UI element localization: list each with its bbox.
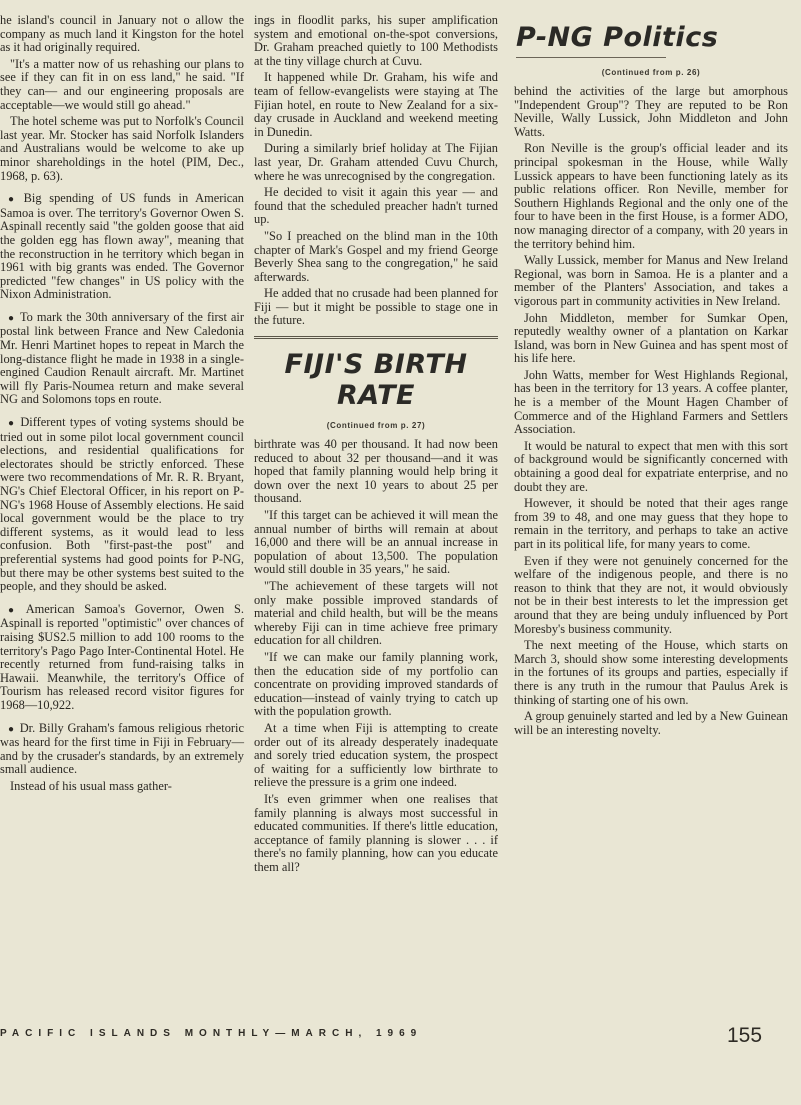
news-item bbox=[0, 311, 244, 407]
paragraph: He added that no crusade had been planned for Fiji — but it might be possible to stage one in the future. bbox=[254, 286, 498, 328]
news-item-text: To mark the 30th anniversary of the first air postal link between France and New Caledonia Mr. Henri Martinet hopes to repeat in March the long-distance flight he made in 1938 in a single-engined Caudion Renault aircraft. Mr. Martinet will fly Paris-Noumea return and make several NG and Solomons tops en route. bbox=[0, 309, 245, 407]
page-number: 155 bbox=[727, 1024, 763, 1047]
paragraph: The next meeting of the House, which starts on March 3, should show some interesting developments in the fortunes of its groups and parties, especially if there is any truth in the rumour that Paulus Arek is thinking of starting one of his own. bbox=[514, 638, 788, 707]
paragraph: A group genuinely started and led by a New Guinean will be an interesting novelty. bbox=[514, 709, 788, 737]
paragraph: At a time when Fiji is attempting to create order out of its already desperately inadequate and sorely tried education system, the prospect of waiting for a sufficiently low birthrate to relieve the pressure is a grim one indeed. bbox=[254, 720, 498, 790]
paragraph: Even if they were not genuinely concerned for the welfare of the indigenous people, and there is no reason to think that they are not, it would obviously not be in their best interests to let the impression get around that they are being unduly influenced by Port Moresby's business community. bbox=[514, 553, 788, 636]
column-middle bbox=[254, 14, 498, 877]
news-item-text: Big spending of US funds in American Samoa is over. The territory's Governor Owen S. Aspinall recently said "the golden goose that aid the golden egg has flown away", meaning that the reconstruction in he territory which began in 1961 with big grants was ended. The Governor predicted "few changes" in US policy with the Nixon Administration. bbox=[0, 191, 244, 302]
article-headline-fiji: FIJI'S BIRTH RATE bbox=[284, 349, 468, 412]
paragraph: However, it should be noted that their ages range from 39 to 48, and one may guess that they hope to remain in the territory, and perhaps to take an active part in its political life, for many years to come. bbox=[514, 496, 788, 551]
column-right bbox=[514, 14, 788, 740]
paragraph: He decided to visit it again this year — and found that the scheduled preacher hadn't turned up. bbox=[254, 185, 498, 227]
paragraph: Instead of his usual mass gather- bbox=[10, 778, 172, 793]
news-item bbox=[0, 603, 244, 713]
column-left bbox=[0, 14, 244, 796]
paragraph: It would be natural to expect that men with this sort of background would be significantly concerned with obtaining a good deal for expatriate enterprise, and no doubt they are. bbox=[514, 438, 788, 494]
continued-note: (Continued from p. 26) bbox=[601, 68, 701, 77]
paragraph: birthrate was 40 per thousand. It had now been reduced to about 32 per thousand—and it was hoped that family planning would help bring it down over the next 10 years to about 25 per thousand. bbox=[254, 437, 498, 506]
continued-note: (Continued from p. 27) bbox=[326, 421, 426, 431]
section-divider bbox=[254, 336, 498, 339]
news-item bbox=[0, 722, 244, 777]
page-footer: PACIFIC ISLANDS MONTHLY—MARCH, 1969 bbox=[0, 1028, 423, 1039]
paragraph: Ron Neville is the group's official leader and its principal spokesman in the House, while Wally Lussick appears to have been functioning lately as its public relations officer. Ron Neville, member for Southern Highlands Regional and the only one of the four to have been in the first House, is a former ADO, now managing director of a company, with 20 years in the territory behind him. bbox=[514, 141, 788, 251]
paragraph: he island's council in January not o allow the company as much land it Kingston for the hotel as it had originally required. bbox=[0, 13, 244, 55]
paragraph: Wally Lussick, member for Manus and New Ireland Regional, was born in Samoa. He is a planter and a member of the Planters' Association, and takes a vigorous part in community activities in New Ireland. bbox=[514, 253, 788, 308]
paragraph: "If this target can be achieved it will mean the annual number of births will remain at about 16,000 and there will be an annual increase in population of about 13,500. The population would still double in 35 years," he said. bbox=[254, 508, 498, 577]
paragraph: "The achievement of these targets will not only make possible improved standards of material and child health, but will be the means whereby Fiji can in time achieve free primary education for all children. bbox=[254, 579, 498, 648]
bullet-icon: ● bbox=[8, 194, 19, 206]
headline-underline bbox=[516, 57, 666, 58]
paragraph: John Watts, member for West Highlands Regional, has been in the territory for 13 years. A coffee planter, he is a member of the Mount Hagen Chamber of Commerce and of the Highland Farmers and Settlers Association. bbox=[514, 367, 788, 437]
news-item-text: Different types of voting systems should be tried out in some pilot local government council elections, and residential qualifications for electorates should be strictly enforced. These were two recommendations of Mr. R. R. Bryant, NG's Chief Electoral Officer, in his report on P-NG's 1968 House of Assembly elections. He said local government would be the place to try different systems, as it would lead to less confusion. Both "first-past-the post" and preferential systems had good points for P-NG, but there may be other systems best suited to the people, and they should be asked. bbox=[0, 415, 244, 594]
paragraph: John Middleton, member for Sumkar Open, reputedly wealthy owner of a plantation on Karkar Island, was born in New Guinea and has spent most of his life here. bbox=[514, 310, 788, 366]
news-item-text: Dr. Billy Graham's famous religious rhetoric was heard for the first time in Fiji in February—and by the crusader's standards, by an extremely small audience. bbox=[0, 720, 244, 777]
bullet-icon: ● bbox=[8, 604, 21, 616]
paragraph: It happened while Dr. Graham, his wife and team of fellow-evangelists were staying at The Fijian hotel, en route to New Zealand for a six-day crusade in Auckland and weekend meeting in Dunedin. bbox=[254, 70, 498, 139]
bullet-icon: ● bbox=[8, 418, 16, 430]
paragraph: "It's a matter now of us rehashing our plans to see if they can fit in on ess land," he said. "If they can— and our engineering proposals are acceptable—we would still go ahead." bbox=[0, 56, 244, 112]
paragraph: During a similarly brief holiday at The Fijian last year, Dr. Graham attended Cuvu Church, where he was unrecognised by the congregation. bbox=[254, 141, 498, 183]
bullet-icon: ● bbox=[8, 312, 15, 324]
paragraph: It's even grimmer when one realises that family planning is always most successful in educated communities. If there's little education, acceptance of family planning is slower . . . if there's no family planning, how can you educate them all? bbox=[254, 791, 498, 874]
paragraph: "If we can make our family planning work, then the education side of my portfolio can concentrate on providing improved standards of education—instead of vainly trying to catch up with the population growth. bbox=[254, 649, 498, 719]
paragraph: The hotel scheme was put to Norfolk's Council last year. Mr. Stocker has said Norfolk Islanders and Australians would be welcome to ake up minor shareholdings in the hotel (PIM, Dec., 1968, p. 63). bbox=[0, 114, 244, 183]
news-item bbox=[0, 416, 244, 594]
article-headline-politics: P-NG Politics bbox=[516, 22, 719, 53]
bullet-icon: ● bbox=[8, 723, 15, 735]
news-item bbox=[0, 192, 244, 302]
paragraph: ings in floodlit parks, his super amplification system and emotional on-the-spot conversions, Dr. Graham preached quietly to 100 Methodists at the tiny village church at Cuvu. bbox=[254, 13, 498, 68]
paragraph: behind the activities of the large but amorphous "Independent Group"? They are reputed to be Ron Neville, Wally Lussick, John Middleton and John Watts. bbox=[514, 84, 788, 139]
news-item-text: American Samoa's Governor, Owen S. Aspinall is reported "optimistic" over chances of raising $US2.5 million to add 100 rooms to the territory's Pago Pago Inter-Continental Hotel. He recently returned from fund-raising talks in Hawaii. Meanwhile, the territory's Office of Tourism has released record visitor figures for 1968—10,922. bbox=[0, 601, 244, 712]
paragraph: "So I preached on the blind man in the 10th chapter of Mark's Gospel and my friend George Beverly Shea sang to the congregation," he said afterwards. bbox=[254, 228, 498, 284]
